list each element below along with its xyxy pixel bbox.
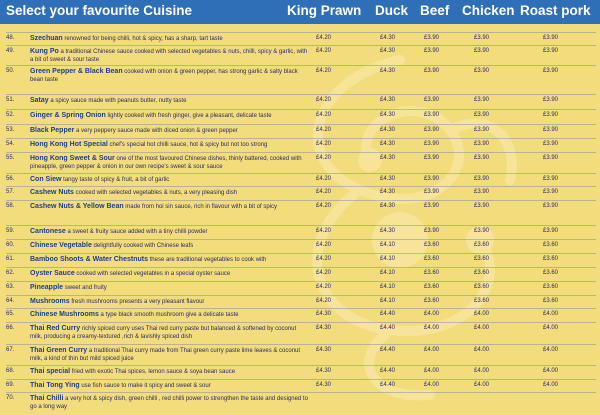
item-price: £3.90 (474, 176, 490, 182)
column-duck: Duck (375, 3, 409, 18)
item-price: £4.30 (380, 228, 396, 234)
item-note: a very peppery sauce made with diced onion & green pepper (74, 128, 238, 134)
item-price: £4.40 (380, 311, 396, 317)
item-price: £3.90 (474, 35, 490, 41)
item-price: £4.30 (380, 203, 396, 209)
item-price: £4.00 (474, 347, 490, 353)
item-price: £4.30 (380, 176, 396, 182)
item-price: £4.30 (380, 97, 396, 103)
row-divider (6, 365, 596, 366)
item-note: fried with exotic Thai spices, lemon sauce & soya bean sauce (70, 369, 236, 375)
item-number: 60. (6, 242, 15, 248)
item-note: one of the most favoured Chinese dishes, thinly battered, cooked with pineapple, green pepper & onion in our own recipe's sweet & sour sauce (30, 156, 302, 170)
row-divider (6, 32, 596, 33)
item-price: £4.10 (380, 242, 396, 248)
item-price: £4.00 (424, 311, 440, 317)
item-number: 61. (6, 256, 15, 262)
item-number: 67. (6, 347, 15, 353)
item-name: Hong Kong Sweet & Sour (30, 155, 115, 162)
item-note: delightfully cooked with Chinese leafs (91, 243, 194, 249)
item-price: £4.00 (474, 325, 490, 331)
row-divider (6, 94, 596, 95)
item-price: £4.00 (474, 368, 490, 374)
item-price: £4.30 (316, 311, 332, 317)
item-description (30, 382, 310, 390)
item-note: made from hoi sin sauce, rich in flavour with a bit of spicy (123, 204, 278, 210)
item-number: 58. (6, 203, 15, 209)
item-note: cooked with onion & green pepper, has strong garlic & salty black bean taste (30, 69, 298, 83)
item-description (30, 141, 310, 149)
column-roast-pork: Roast pork (520, 3, 591, 18)
item-description (30, 325, 310, 341)
item-price: £3.90 (424, 141, 440, 147)
row-divider (6, 173, 596, 174)
item-price: £3.60 (474, 270, 490, 276)
item-number: 64. (6, 298, 15, 304)
item-name: Cashew Nuts (30, 189, 74, 196)
item-number: 55. (6, 155, 15, 161)
item-price: £3.90 (474, 112, 490, 118)
item-number: 69. (6, 382, 15, 388)
item-price: £3.90 (474, 48, 490, 54)
item-price: £3.60 (424, 298, 440, 304)
item-price: £3.90 (474, 68, 490, 74)
item-price: £3.90 (543, 127, 559, 133)
item-price: £4.10 (380, 256, 396, 262)
item-note: lightly cooked with fresh ginger, give a pleasant, delicate taste (105, 113, 272, 119)
item-name: Thai Chilli (30, 395, 64, 402)
item-price: £3.90 (474, 127, 490, 133)
item-price: £4.10 (380, 298, 396, 304)
item-description (30, 189, 310, 197)
item-name: Hong Kong Hot Special (30, 141, 108, 148)
row-divider (6, 186, 596, 187)
item-price: £4.20 (316, 127, 332, 133)
item-name: Con Siew (30, 176, 62, 183)
item-price: £4.30 (380, 68, 396, 74)
item-description (30, 127, 310, 135)
item-price: £4.30 (380, 155, 396, 161)
item-price: £4.30 (380, 35, 396, 41)
item-name: Mushrooms (30, 298, 70, 305)
item-price: £3.90 (543, 68, 559, 74)
item-description (30, 298, 310, 306)
item-price: £3.60 (474, 242, 490, 248)
row-divider (6, 239, 596, 240)
item-price: £3.90 (424, 68, 440, 74)
item-price: £4.30 (316, 325, 332, 331)
item-name: Black Pepper (30, 127, 75, 134)
column-beef: Beef (420, 3, 450, 18)
item-price: £4.20 (316, 298, 332, 304)
item-description (30, 35, 310, 43)
item-price: £4.00 (424, 347, 440, 353)
item-name: Chinese Vegetable (30, 242, 92, 249)
item-price: £4.00 (543, 382, 559, 388)
item-description (30, 68, 310, 84)
item-description (30, 284, 310, 292)
item-price: £3.60 (424, 270, 440, 276)
row-divider (6, 225, 596, 226)
item-price: £3.90 (424, 203, 440, 209)
item-note: renowned for being chilli, hot & spicy, has a sharp, tart taste (62, 36, 223, 42)
item-description (30, 311, 310, 319)
item-price: £4.20 (316, 97, 332, 103)
item-description (30, 97, 310, 105)
item-price: £3.90 (543, 35, 559, 41)
row-divider (6, 295, 596, 296)
item-price: £3.90 (543, 189, 559, 195)
item-price: £4.00 (424, 382, 440, 388)
row-divider (6, 124, 596, 125)
item-price: £3.90 (543, 176, 559, 182)
row-divider (6, 152, 596, 153)
item-price: £4.30 (316, 382, 332, 388)
item-price: £3.90 (424, 48, 440, 54)
row-divider (6, 253, 596, 254)
item-number: 65. (6, 311, 15, 317)
item-price: £4.30 (380, 141, 396, 147)
item-name: Cantonese (30, 228, 66, 235)
item-price: £3.60 (424, 284, 440, 290)
item-note: cooked with selected vegetables & nuts, a very pleasing dish (73, 190, 238, 196)
item-price: £3.90 (474, 97, 490, 103)
item-note: richly spiced curry uses Thai red curry paste but balanced & softened by coconut milk, producing a creamy-textured ,rich & lavishly spiced dish (30, 326, 297, 340)
item-price: £4.10 (380, 284, 396, 290)
item-description (30, 112, 310, 120)
row-divider (6, 322, 596, 323)
item-price: £3.90 (543, 48, 559, 54)
item-price: £4.20 (316, 270, 332, 276)
row-divider (6, 281, 596, 282)
item-note: sweet and fruity (63, 285, 107, 291)
item-number: 59. (6, 228, 15, 234)
item-number: 70. (6, 395, 15, 401)
item-price: £3.90 (543, 203, 559, 209)
item-name: Green Pepper & Black Bean (30, 68, 123, 75)
item-price: £4.20 (316, 189, 332, 195)
item-price: £3.90 (543, 141, 559, 147)
item-price: £4.20 (316, 256, 332, 262)
item-price: £3.60 (474, 284, 490, 290)
item-description (30, 203, 310, 211)
item-description (30, 347, 310, 363)
item-description (30, 395, 310, 411)
item-price: £4.00 (543, 325, 559, 331)
item-price: £3.60 (424, 256, 440, 262)
item-price: £4.30 (380, 112, 396, 118)
item-price: £4.10 (380, 270, 396, 276)
item-price: £4.20 (316, 141, 332, 147)
item-price: £4.30 (380, 189, 396, 195)
menu-header (0, 0, 600, 24)
item-name: Kung Po (30, 48, 59, 55)
item-note: these are traditional vegetables to cook with (147, 257, 267, 263)
item-price: £3.90 (474, 189, 490, 195)
row-divider (6, 138, 596, 139)
column-chicken: Chicken (462, 3, 515, 18)
item-description (30, 176, 310, 184)
item-price: £4.40 (380, 382, 396, 388)
item-price: £3.90 (424, 35, 440, 41)
item-price: £4.20 (316, 48, 332, 54)
item-note: fresh mushrooms presents a very pleasant flavour (69, 299, 205, 305)
item-description (30, 256, 310, 264)
item-price: £4.30 (380, 127, 396, 133)
item-description (30, 155, 310, 171)
item-price: £3.60 (474, 256, 490, 262)
item-price: £3.90 (543, 97, 559, 103)
item-name: Ginger & Spring Onion (30, 112, 106, 119)
item-price: £3.60 (543, 242, 559, 248)
item-price: £3.90 (424, 189, 440, 195)
item-name: Thai special (30, 368, 71, 375)
row-divider (6, 45, 596, 46)
item-price: £3.90 (474, 155, 490, 161)
item-price: £3.60 (474, 298, 490, 304)
item-number: 52. (6, 112, 15, 118)
item-number: 66. (6, 325, 15, 331)
row-divider (6, 308, 596, 309)
item-price: £4.00 (543, 368, 559, 374)
item-number: 57. (6, 189, 15, 195)
item-price: £4.00 (543, 347, 559, 353)
item-price: £3.90 (424, 155, 440, 161)
item-price: £4.20 (316, 242, 332, 248)
column-king-prawn: King Prawn (287, 3, 362, 18)
item-price: £3.90 (424, 112, 440, 118)
item-price: £4.00 (543, 311, 559, 317)
item-price: £3.60 (543, 298, 559, 304)
item-name: Thai Green Curry (30, 347, 88, 354)
item-number: 50. (6, 68, 15, 74)
item-name: Bamboo Shoots & Water Chestnuts (30, 256, 148, 263)
item-note: a spicy sauce made with peanuts butter, nutty taste (48, 98, 187, 104)
item-price: £4.20 (316, 284, 332, 290)
item-price: £3.60 (543, 256, 559, 262)
item-price: £3.60 (543, 284, 559, 290)
item-price: £3.90 (424, 176, 440, 182)
item-price: £3.90 (474, 203, 490, 209)
item-price: £4.30 (380, 48, 396, 54)
item-price: £4.20 (316, 112, 332, 118)
item-number: 53. (6, 127, 15, 133)
item-price: £4.20 (316, 68, 332, 74)
item-price: £4.30 (316, 347, 332, 353)
item-price: £3.60 (424, 242, 440, 248)
item-price: £4.40 (380, 325, 396, 331)
item-price: £3.90 (424, 127, 440, 133)
item-description (30, 270, 310, 278)
item-description (30, 368, 310, 376)
row-divider (6, 379, 596, 380)
row-divider (6, 65, 596, 66)
item-price: £3.90 (543, 228, 559, 234)
item-price: £4.20 (316, 176, 332, 182)
item-price: £4.20 (316, 155, 332, 161)
item-price: £3.90 (424, 228, 440, 234)
item-price: £3.90 (543, 112, 559, 118)
item-name: Oyster Sauce (30, 270, 75, 277)
item-name: Pineapple (30, 284, 64, 291)
item-price: £4.20 (316, 228, 332, 234)
item-price: £4.00 (424, 368, 440, 374)
item-price: £4.40 (380, 347, 396, 353)
item-price: £4.40 (380, 368, 396, 374)
item-description (30, 242, 310, 250)
item-number: 68. (6, 368, 15, 374)
item-price: £4.20 (316, 35, 332, 41)
item-note: a traditional Thai curry made from Thai green curry paste lime leaves & coconut milk, a kind of thin but mild spiced juice (30, 348, 301, 362)
item-number: 49. (6, 48, 15, 54)
menu-title: Select your favourite Cuisine (6, 3, 193, 18)
item-name: Thai Red Curry (30, 325, 81, 332)
item-number: 48. (6, 35, 15, 41)
item-note: a very hot & spicy dish, green chilli , red chilli power to strengthen the taste and designed to go a long way (30, 396, 308, 410)
row-divider (6, 267, 596, 268)
item-number: 63. (6, 284, 15, 290)
item-description (30, 48, 310, 64)
row-divider (6, 200, 596, 201)
item-note: a sweet & fruity sauce added with a tiny chilli powder (65, 229, 208, 235)
item-note: chef's special hot chilli sauce, hot & spicy but not too strong (107, 142, 268, 148)
item-name: Szechuan (30, 35, 63, 42)
item-price: £3.90 (474, 141, 490, 147)
item-price: £4.20 (316, 203, 332, 209)
item-note: use fish sauce to make it spicy and sweet & sour (79, 383, 211, 389)
item-note: a type black smooth mushroom give a delicate taste (98, 312, 239, 318)
item-price: £4.30 (316, 368, 332, 374)
item-name: Thai Tong Ying (30, 382, 80, 389)
item-name: Satay (30, 97, 49, 104)
item-name: Chinese Mushrooms (30, 311, 99, 318)
item-price: £3.90 (543, 155, 559, 161)
item-number: 56. (6, 176, 15, 182)
item-note: cooked with selected vegetables in a special oyster sauce (74, 271, 231, 277)
item-note: a traditional Chinese sauce cooked with selected vegetables & nuts, chilli, spicy & garlic, with a bit of sweet & sour taste (30, 49, 308, 63)
item-price: £3.90 (474, 228, 490, 234)
item-number: 62. (6, 270, 15, 276)
row-divider (6, 392, 596, 393)
item-price: £4.00 (474, 311, 490, 317)
item-description (30, 228, 310, 236)
item-number: 54. (6, 141, 15, 147)
item-price: £3.90 (424, 97, 440, 103)
item-note: tangy taste of spicy & fruit, a bit of garlic (61, 177, 170, 183)
item-price: £3.60 (543, 270, 559, 276)
row-divider (6, 344, 596, 345)
item-name: Cashew Nuts & Yellow Bean (30, 203, 124, 210)
item-number: 51. (6, 97, 15, 103)
item-price: £4.00 (474, 382, 490, 388)
item-price: £4.00 (424, 325, 440, 331)
row-divider (6, 109, 596, 110)
